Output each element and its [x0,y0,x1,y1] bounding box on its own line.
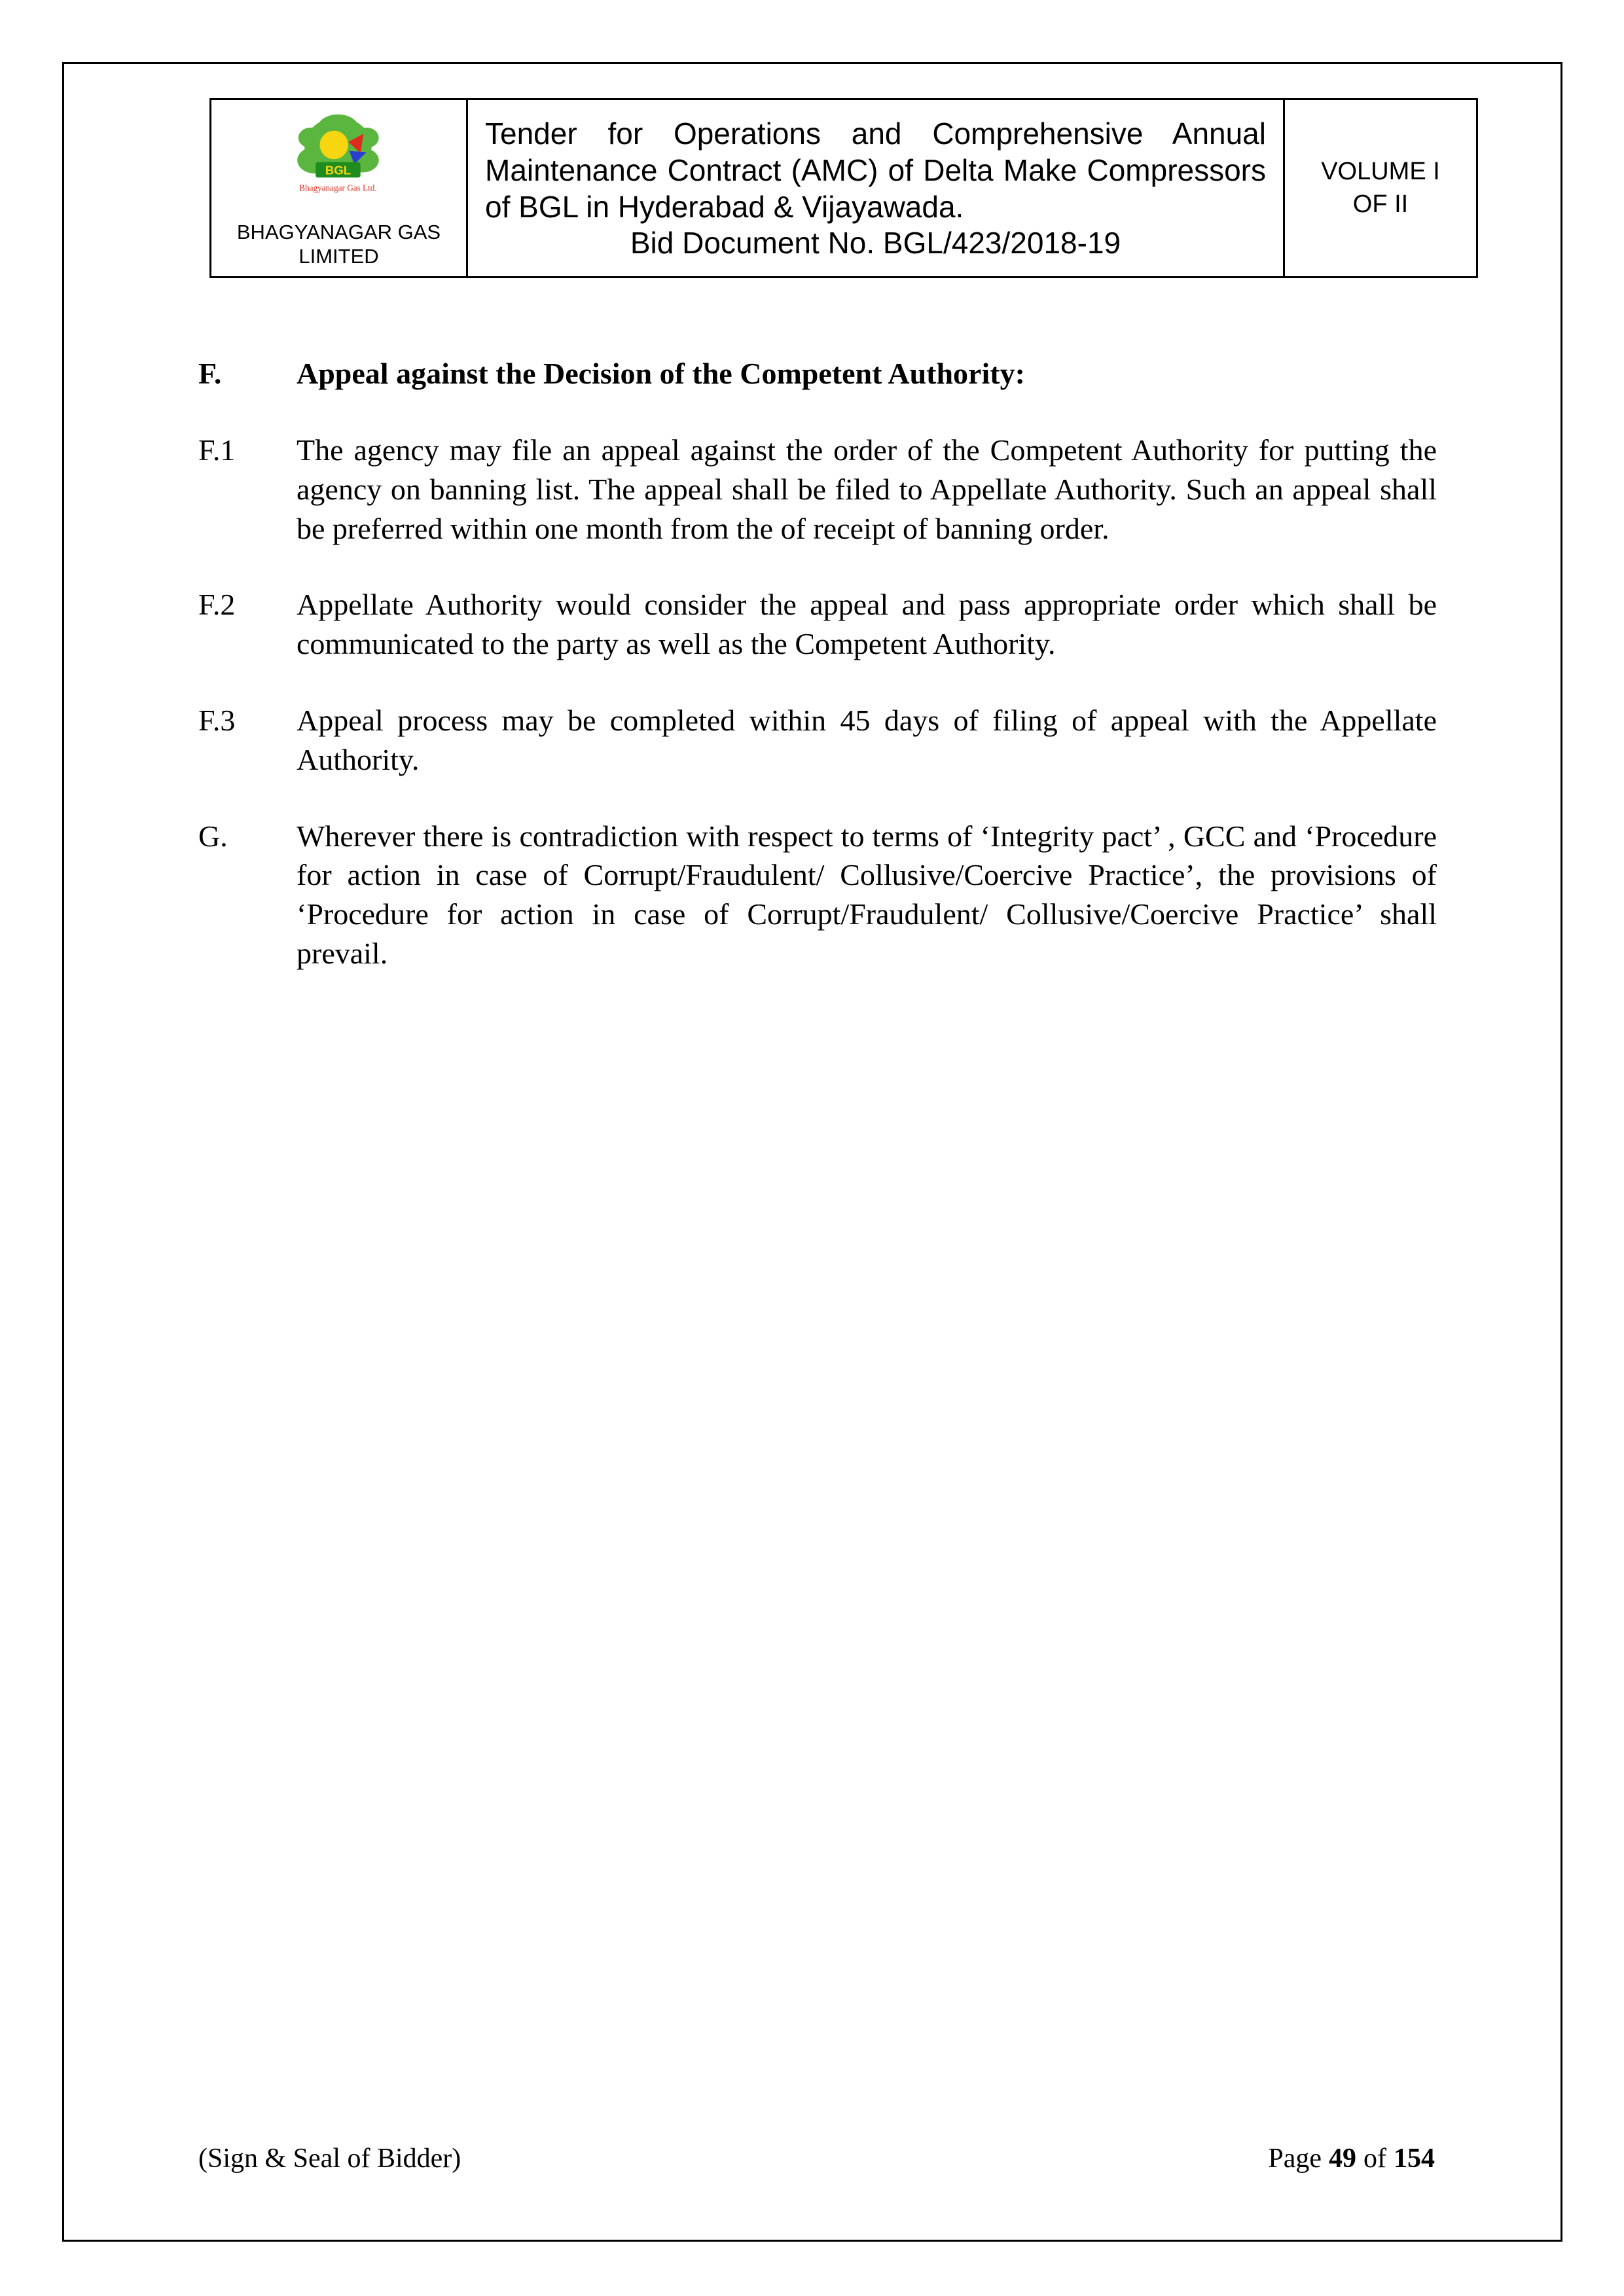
section-text: Wherever there is contradiction with respect to terms of ‘Integrity pact’ , GCC and ‘Procedure for action in case of Corrupt/Fraudulent/ Collusive/Coercive Practice’, the provisions of ‘Procedure for action in case of Corrupt/Fraudulent/ Collusive/Coercive Practice’ shall prevail. [297,819,1437,970]
volume-cell [1285,100,1476,276]
section-label: F.1 [198,433,236,467]
page-prefix: Page [1268,2144,1322,2174]
logo-caption: Bhagyanagar Gas Ltd. [298,183,377,193]
logo-cell [211,100,468,276]
page-border [62,62,1562,2242]
section-f2 [198,585,1437,664]
bid-document-number: Bid Document No. BGL/423/2018-19 [630,226,1121,260]
section-f3 [198,701,1437,780]
section-g [198,817,1437,973]
section-label: G. [198,819,228,853]
header-title-cell [468,100,1285,276]
section-text: The agency may file an appeal against the order of the Competent Authority for putting the agency on banning list. The appeal shall be filed to Appellate Authority. Such an appeal shall be preferred within one month from the of receipt of banning order. [297,433,1437,545]
page-number: 49 [1329,2144,1356,2174]
org-name-line1: BHAGYANAGAR GAS [236,221,441,243]
section-text: Appellate Authority would consider the appeal and pass appropriate order which shall be communicated to the party as well as the Competent Authority. [297,588,1437,661]
header-table [209,98,1478,278]
section-label: F.3 [198,703,236,737]
volume-line2: OF II [1352,190,1409,218]
document-body [198,354,1437,973]
page-total: 154 [1394,2144,1435,2174]
section-label: F.2 [198,588,236,622]
tender-title: Tender for Operations and Comprehensive Annual Maintenance Contract (AMC) of Delta Make Compressors of BGL in Hyderabad & Vijayawada. [485,116,1266,224]
section-text: Appeal process may be completed within 45 days of filing of appeal with the Appellate Authority. [297,703,1437,776]
logo-sun [319,131,348,160]
section-f1 [198,431,1437,548]
page-infix: of [1363,2144,1386,2174]
section-label: F. [198,357,222,391]
section-heading-text: Appeal against the Decision of the Competent Authority: [297,357,1025,391]
org-name [237,221,441,268]
page-footer [198,2143,1435,2174]
sign-seal-note: (Sign & Seal of Bidder) [198,2144,461,2174]
org-name-line2: LIMITED [298,244,379,268]
section-f-heading [198,354,1437,393]
logo-monogram: BGL [325,163,351,177]
bgl-logo-icon [278,109,401,219]
volume-line1: VOLUME I [1321,158,1440,186]
page-indicator [1268,2143,1435,2174]
